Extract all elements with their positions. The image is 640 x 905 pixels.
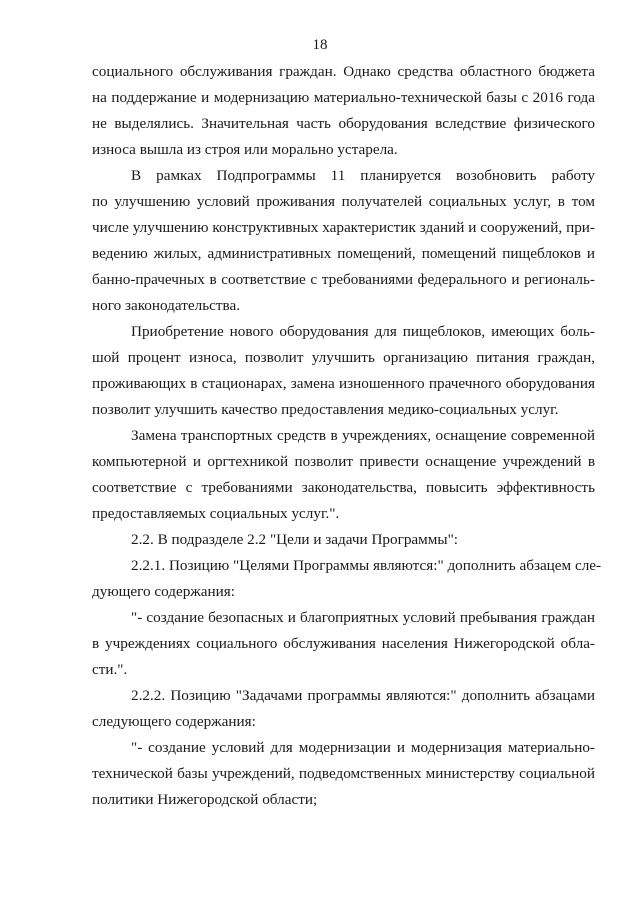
text-line: проживающих в стационарах, замена изношенного прачечного оборудования xyxy=(92,375,595,392)
paragraph-first-line: 2.2.2. Позицию "Задачами программы являются:" дополнить абзацами xyxy=(131,687,595,704)
paragraph-first-line: 2.2.1. Позицию "Целями Программы являются:" дополнить абзацем сле- xyxy=(131,557,602,574)
text-line: по улучшению условий проживания получателей социальных услуг, в том xyxy=(92,193,595,210)
text-line: ведению жилых, административных помещений, помещений пищеблоков и xyxy=(92,245,595,262)
paragraph-first-line: Замена транспортных средств в учреждениях, оснащение современной xyxy=(131,427,595,444)
text-line: позволит улучшить качество предоставления медико-социальных услуг. xyxy=(92,401,559,418)
text-line: сти.". xyxy=(92,661,128,678)
text-line: технической базы учреждений, подведомственных министерству социальной xyxy=(92,765,595,782)
quote-first-line: "- создание условий для модернизации и модернизация материально- xyxy=(131,739,595,756)
paragraph-first-line: Приобретение нового оборудования для пищеблоков, имеющих боль- xyxy=(131,323,595,340)
page-number: 18 xyxy=(312,37,328,53)
text-line: дующего содержания: xyxy=(92,583,235,600)
text-line: числе улучшению конструктивных характеристик зданий и сооружений, при- xyxy=(92,219,595,236)
text-line: износа вышла из строя или морально устарела. xyxy=(92,141,398,158)
text-line: политики Нижегородской области; xyxy=(92,791,318,808)
paragraph-first-line: В рамках Подпрограммы 11 планируется возобновить работу xyxy=(131,167,595,184)
text-line: социального обслуживания граждан. Однако средства областного бюджета xyxy=(92,63,595,80)
text-line: банно-прачечных в соответствие с требованиями федерального и региональ- xyxy=(92,271,595,288)
text-line: ного законодательства. xyxy=(92,297,241,314)
text-line: соответствие с требованиями законодательства, повысить эффективность xyxy=(92,479,595,496)
text-line: компьютерной и оргтехникой позволит привести оснащение учреждений в xyxy=(92,453,595,470)
text-line: не выделялись. Значительная часть оборудования вследствие физического xyxy=(92,115,595,132)
text-line: шой процент износа, позволит улучшить организацию питания граждан, xyxy=(92,349,595,366)
quote-first-line: "- создание безопасных и благоприятных условий пребывания граждан xyxy=(131,609,595,626)
text-line: в учреждениях социального обслуживания населения Нижегородской обла- xyxy=(92,635,595,652)
text-line: предоставляемых социальных услуг.". xyxy=(92,505,340,522)
section-heading-line: 2.2. В подразделе 2.2 "Цели и задачи Программы": xyxy=(131,531,459,548)
text-line: на поддержание и модернизацию материально-технической базы с 2016 года xyxy=(92,89,595,106)
text-line: следующего содержания: xyxy=(92,713,256,730)
